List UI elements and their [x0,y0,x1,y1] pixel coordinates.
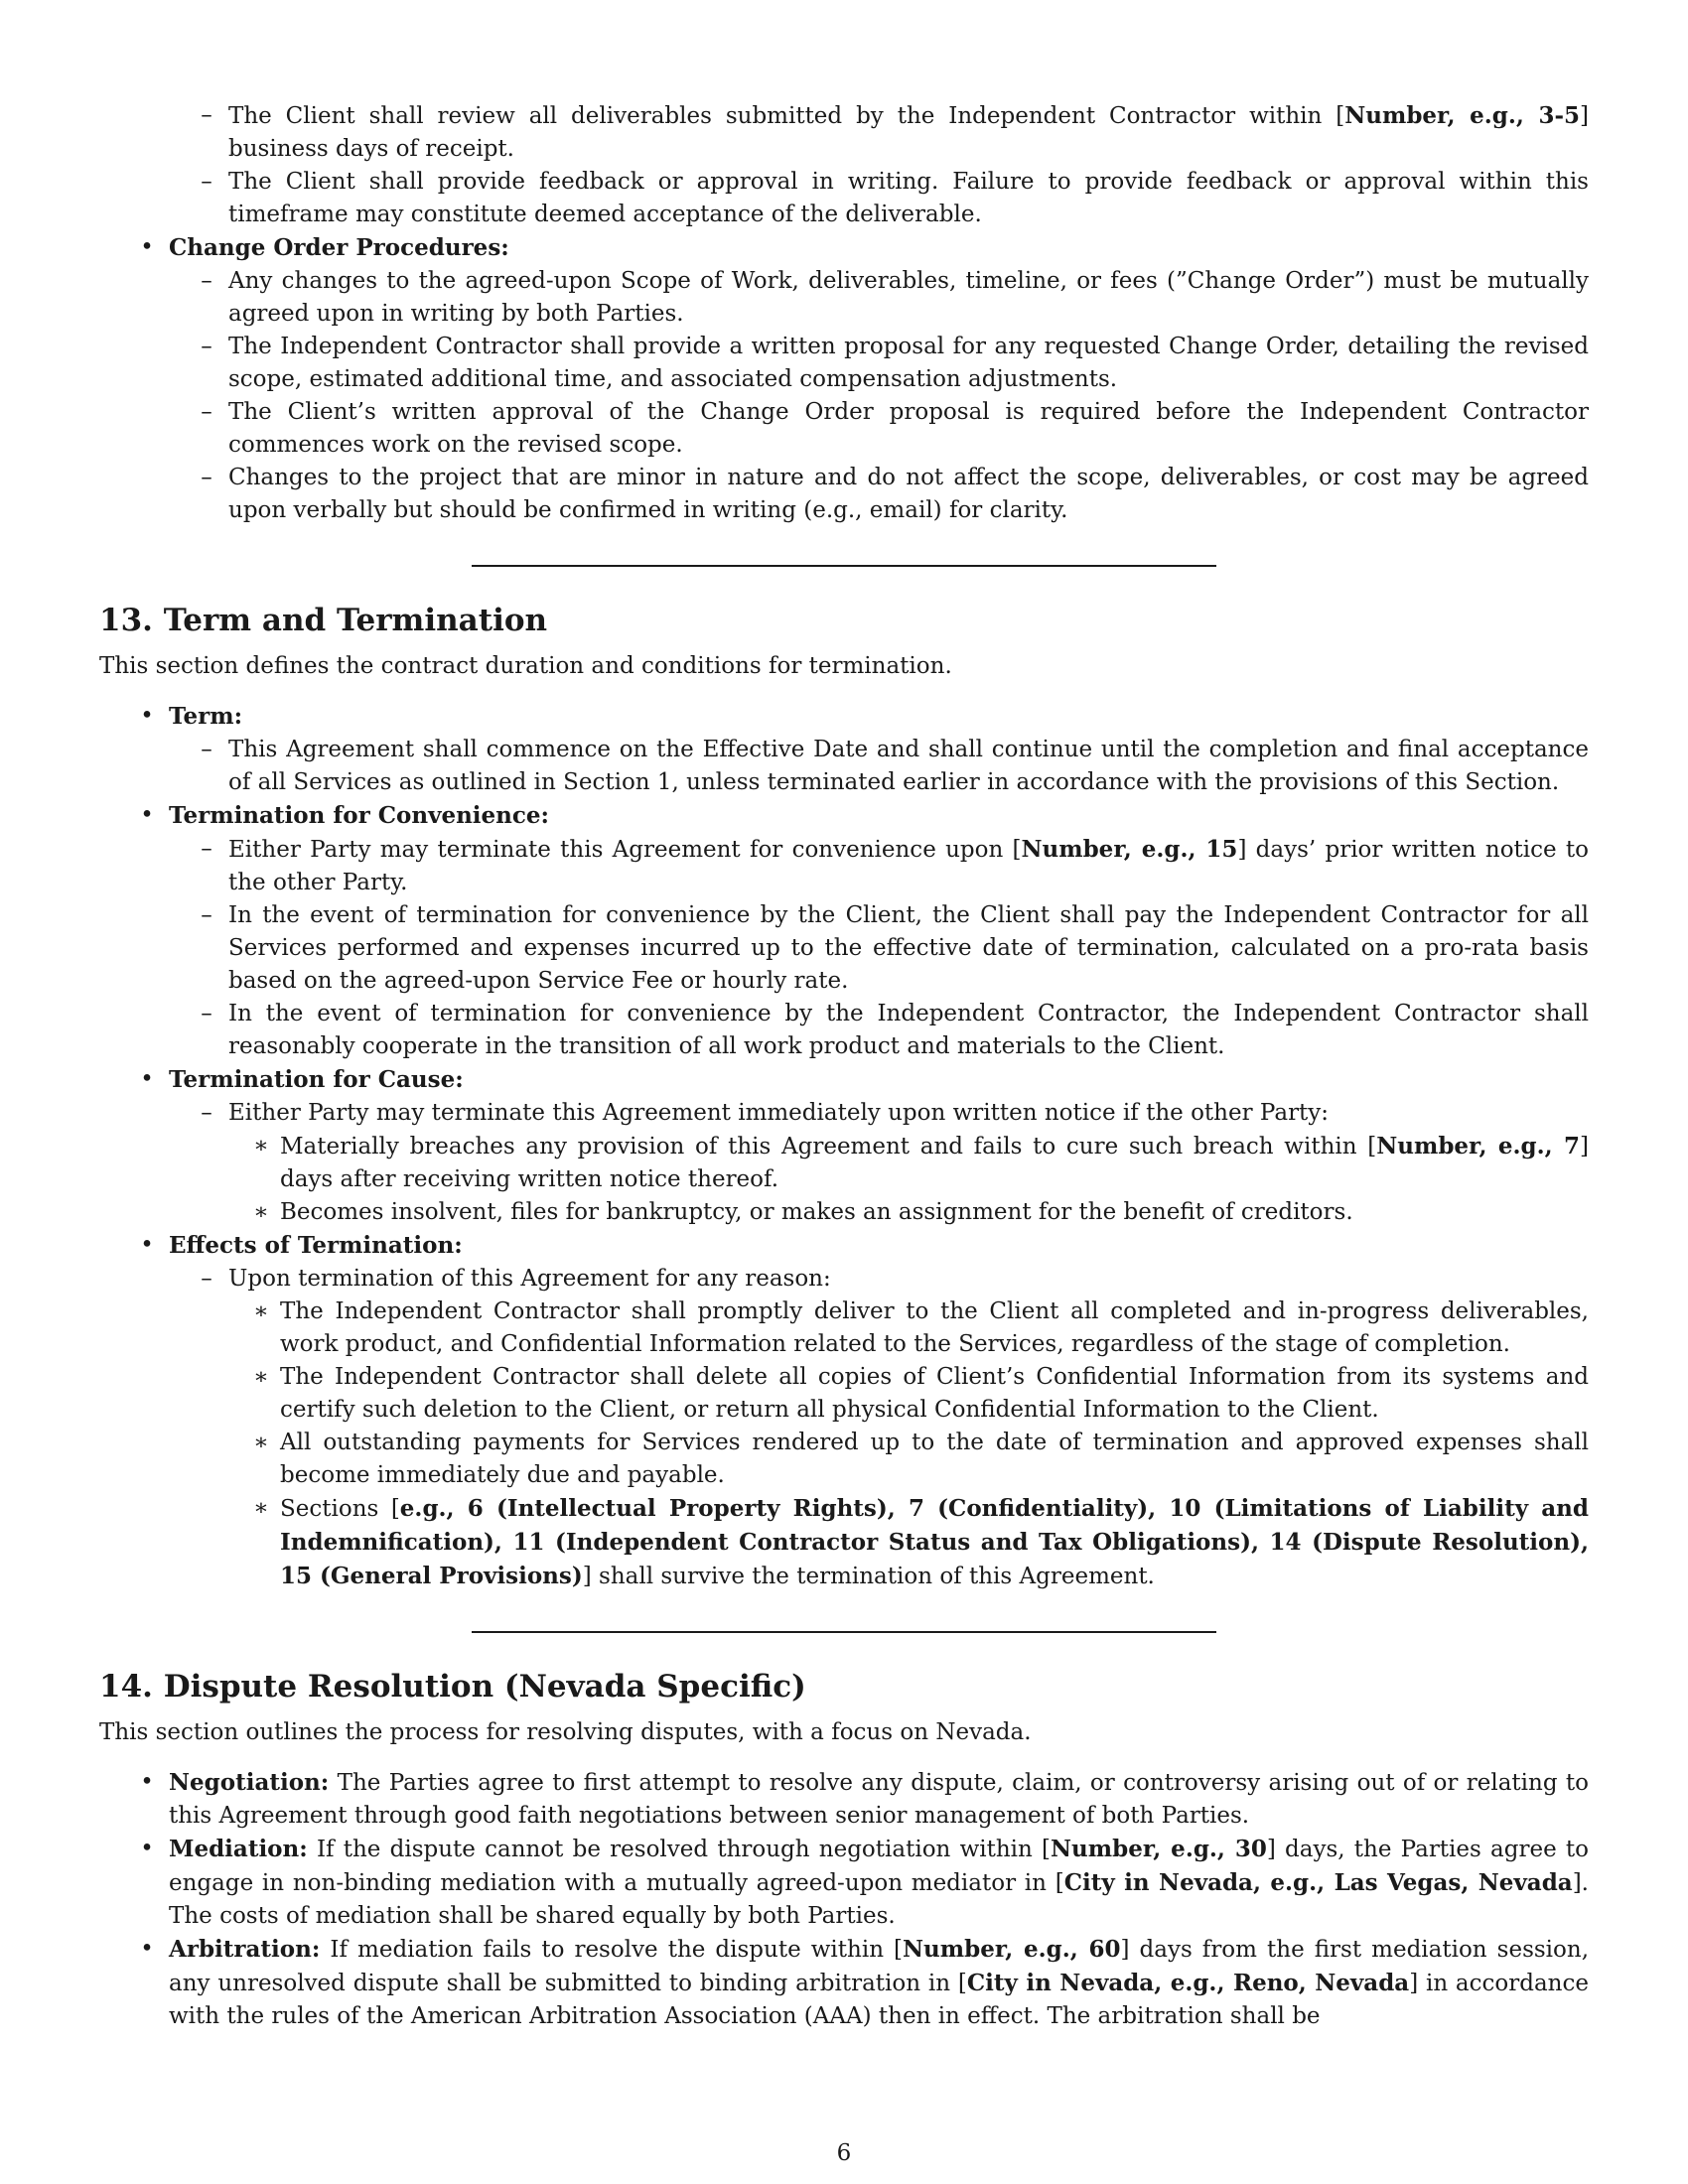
dash-marker: – [201,465,212,490]
list-item: • Termination for Convenience: [99,799,1589,833]
list-item: ∗ The Independent Contractor shall delete all copies of Client’s Confidential Information from its systems and certify such deletion to the Client, or return all physical Confidential Information to the Client. [99,1361,1589,1427]
dash-marker: – [201,268,212,294]
bullet-marker: • [140,1836,154,1861]
section-title-14: 14. Dispute Resolution (Nevada Specific) [99,1669,806,1705]
dash-marker: – [201,1001,212,1026]
list-item: – This Agreement shall commence on the Effective Date and shall continue until the completion and final acceptance of all Services as outlined in Section 1, unless terminated earlier in accordance with the provisions of this Section. [99,734,1589,799]
list-item: • Effects of Termination: [99,1229,1589,1263]
dash-marker: – [201,1266,212,1292]
list-item: • Termination for Cause: [99,1063,1589,1097]
list-item: ∗ Materially breaches any provision of this Agreement and fails to cure such breach within [Number, e.g., 7] days after receiving written notice thereof. [99,1130,1589,1196]
dash-marker: – [201,902,212,928]
list-item: – Either Party may terminate this Agreement immediately upon written notice if the other Party: [99,1097,1589,1130]
star-marker: ∗ [253,1495,269,1521]
section-title-13: 13. Term and Termination [99,603,548,638]
list-item: – Either Party may terminate this Agreement for convenience upon [Number, e.g., 15] days’ prior written notice to the other Party. [99,833,1589,899]
list-item: • Term: [99,700,1589,734]
dash-marker: – [201,102,212,128]
bullet-marker: • [140,1232,154,1258]
list-item: ∗ Becomes insolvent, files for bankruptcy, or makes an assignment for the benefit of creditors. [99,1196,1589,1229]
change-order-heading: Change Order Procedures: [169,234,509,261]
dash-marker: – [201,737,212,762]
section-intro: This section outlines the process for resolving disputes, with a focus on Nevada. [99,1719,1032,1745]
list-item: – In the event of termination for convenience by the Independent Contractor, the Independent Contractor shall reasonably cooperate in the transition of all work product and materials to the Client. [99,998,1589,1063]
section-divider [472,565,1216,567]
list-item: – The Independent Contractor shall provide a written proposal for any requested Change Order, detailing the revised scope, estimated additional time, and associated compensation adjustments. [99,331,1589,396]
dash-marker: – [201,169,212,195]
list-item: ∗ Sections [e.g., 6 (Intellectual Property Rights), 7 (Confidentiality), 10 (Limitations of Liability and Indemnification), 11 (Independent Contractor Status and Tax Obligations), 14 (Dispute Resolution), 15 (General Provisions)] shall survive the termination of this Agreement. [99,1492,1589,1593]
document-page [99,99,1589,2033]
section-intro: This section defines the contract duration and conditions for termination. [99,653,952,679]
star-marker: ∗ [253,1298,269,1324]
bullet-marker: • [140,703,154,729]
list-item: • Negotiation: The Parties agree to first attempt to resolve any dispute, claim, or controversy arising out of or relating to this Agreement through good faith negotiations between senior management of both Parties. [99,1766,1589,1833]
dash-marker: – [201,334,212,359]
bullet-marker: • [140,234,154,260]
bullet-marker: • [140,1769,154,1795]
list-item: – In the event of termination for convenience by the Client, the Client shall pay the Independent Contractor for all Services performed and expenses incurred up to the effective date of termination, calculated on a pro-rata basis based on the agreed-upon Service Fee or hourly rate. [99,899,1589,998]
bullet-marker: • [140,1936,154,1962]
list-item: ∗ All outstanding payments for Services rendered up to the date of termination and approved expenses shall become immediately due and payable. [99,1427,1589,1492]
list-item [99,231,1589,265]
list-item: – The Client’s written approval of the Change Order proposal is required before the Independent Contractor commences work on the revised scope. [99,396,1589,462]
star-marker: ∗ [253,1364,269,1390]
bullet-marker: • [140,802,154,828]
list-item: – Changes to the project that are minor in nature and do not affect the scope, deliverables, or cost may be agreed upon verbally but should be confirmed in writing (e.g., email) for clarity. [99,462,1589,527]
list-item: – Any changes to the agreed-upon Scope of Work, deliverables, timeline, or fees (”Change Order”) must be mutually agreed upon in writing by both Parties. [99,265,1589,331]
list-item: • Arbitration: If mediation fails to resolve the dispute within [Number, e.g., 60] days from the first mediation session, any unresolved dispute shall be submitted to binding arbitration in [City in Nevada, e.g., Reno, Nevada] in accordance with the rules of the American Arbitration Association (AAA) then in effect. The arbitration shall be [99,1933,1589,2033]
list-item: • Mediation: If the dispute cannot be resolved through negotiation within [Number, e.g., 30] days, the Parties agree to engage in non-binding mediation with a mutually agreed-upon mediator in [City in Nevada, e.g., Las Vegas, Nevada]. The costs of mediation shall be shared equally by both Parties. [99,1833,1589,1933]
list-item: ∗ The Independent Contractor shall promptly deliver to the Client all completed and in-progress deliverables, work product, and Confidential Information related to the Services, regardless of the stage of completion. [99,1296,1589,1361]
list-item: – The Client shall provide feedback or approval in writing. Failure to provide feedback or approval within this timeframe may constitute deemed acceptance of the deliverable. [99,166,1589,231]
star-marker: ∗ [253,1430,269,1455]
dash-marker: – [201,836,212,862]
bullet-marker: • [140,1066,154,1092]
dash-marker: – [201,1100,212,1126]
page-number: 6 [836,2140,852,2166]
list-item: – The Client shall review all deliverables submitted by the Independent Contractor within [Number, e.g., 3-5] business days of receipt. [99,99,1589,166]
dash-marker: – [201,399,212,425]
star-marker: ∗ [253,1199,269,1225]
section-divider [472,1631,1216,1633]
list-item: – Upon termination of this Agreement for any reason: [99,1263,1589,1296]
star-marker: ∗ [253,1133,269,1159]
